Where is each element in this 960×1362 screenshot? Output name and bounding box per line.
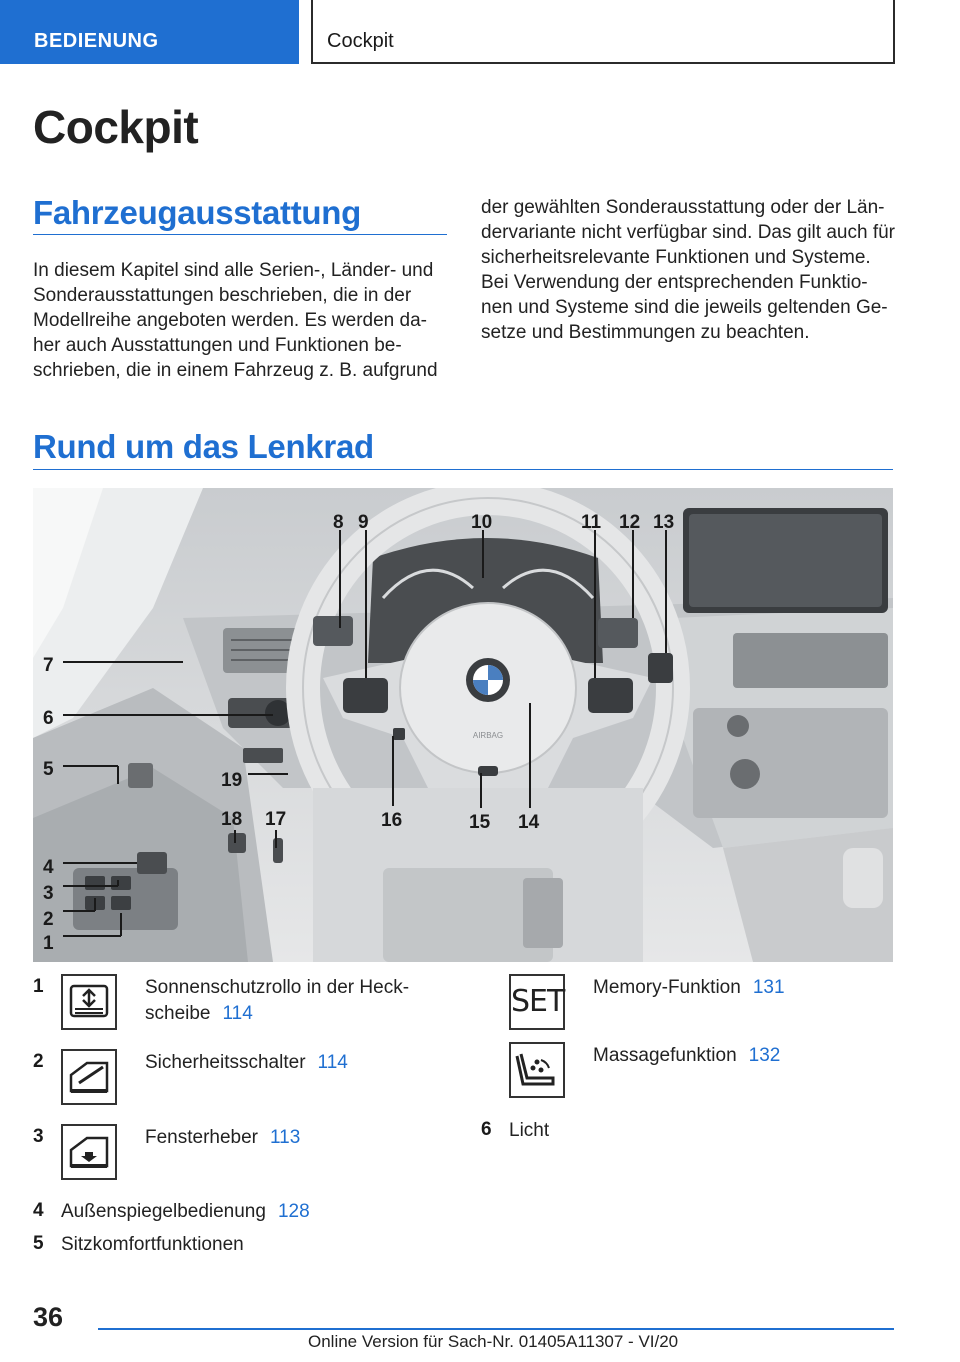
massage-seat-icon (509, 1042, 565, 1098)
legend-line: scheibe (145, 1003, 211, 1024)
text-line: schrieben, die in einem Fahrzeug z. B. aufgrund (33, 360, 438, 381)
rear-sunblind-icon (61, 974, 117, 1030)
legend-line: Memory-Funktion (593, 977, 741, 998)
legend-number-2: 2 (33, 1051, 44, 1072)
callout-19: 19 (221, 770, 243, 791)
power-window-icon (61, 1124, 117, 1180)
legend-text-1 (145, 975, 409, 1027)
text-line: setze und Bestimmungen zu beachten. (481, 322, 810, 343)
intro-text-right (481, 195, 895, 345)
legend-text-6: Licht (509, 1120, 550, 1141)
legend-line: Sonnenschutzrollo in der Heck- (145, 977, 410, 998)
page-reference-link[interactable]: 113 (270, 1127, 301, 1148)
page-reference-link[interactable]: 131 (752, 977, 785, 998)
page-reference-link[interactable]: 114 (222, 1003, 253, 1024)
legend-line: Fensterheber (145, 1127, 259, 1148)
callout-4: 4 (43, 857, 54, 878)
header-section-tab (0, 0, 299, 64)
header-chapter-label: Cockpit (327, 30, 394, 52)
callout-13: 13 (653, 512, 675, 533)
legend-text-5: Sitzkomfortfunktionen (61, 1234, 244, 1255)
page-reference-link[interactable]: 128 (277, 1201, 310, 1222)
legend-text-memory (593, 975, 785, 1001)
callout-16: 16 (381, 810, 403, 831)
callout-7: 7 (43, 655, 54, 676)
legend-number-3: 3 (33, 1126, 44, 1147)
header-chapter-tab (311, 0, 895, 64)
set-label: SET (511, 984, 565, 1019)
callout-9: 9 (358, 512, 369, 533)
callout-5: 5 (43, 759, 54, 780)
callout-6: 6 (43, 708, 54, 729)
cockpit-illustration (33, 488, 893, 962)
legend-text-4 (61, 1199, 310, 1225)
footer-rule (98, 1328, 894, 1330)
section-title-lenkrad: Rund um das Lenkrad (33, 428, 374, 465)
callout-15: 15 (469, 812, 491, 833)
header-section-label: BEDIENUNG (34, 30, 159, 52)
text-line: Bei Verwendung der entsprechenden Funktio- (481, 272, 868, 293)
page-title: Cockpit (33, 101, 199, 153)
text-line: Sonderausstattungen beschrieben, die in der (33, 285, 412, 306)
callout-2: 2 (43, 909, 54, 930)
legend-number-4: 4 (33, 1200, 44, 1221)
page-number: 36 (33, 1302, 64, 1332)
memory-set-icon (509, 974, 565, 1030)
text-line: In diesem Kapitel sind alle Serien-, Länder- und (33, 260, 434, 281)
legend-number-5: 5 (33, 1233, 44, 1254)
text-line: her auch Ausstattungen und Funktionen be- (33, 335, 402, 356)
legend-line: Außenspiegelbedienung (61, 1201, 266, 1222)
callout-18: 18 (221, 809, 243, 830)
legend-text-massage (593, 1043, 780, 1069)
section-rule (33, 469, 893, 470)
text-line: dervariante nicht verfügbar sind. Das gilt auch für (481, 222, 895, 243)
page-reference-link[interactable]: 132 (748, 1045, 781, 1066)
section-title-fahrzeugausstattung: Fahrzeugausstattung (33, 194, 361, 231)
page-reference-link[interactable]: 114 (317, 1052, 348, 1073)
callout-11: 11 (581, 512, 602, 533)
callout-8: 8 (333, 512, 344, 533)
intro-text-left (33, 258, 447, 383)
callout-17: 17 (265, 809, 287, 830)
callout-10: 10 (471, 512, 493, 533)
footer-online-version: Online Version für Sach-Nr. 01405A11307 - VI/20 (308, 1332, 679, 1351)
legend-number-6: 6 (481, 1119, 492, 1140)
legend-line: Sicherheitsschalter (145, 1052, 306, 1073)
airbag-label: AIRBAG (472, 731, 504, 740)
text-line: nen und Systeme sind die jeweils geltenden Ge- (481, 297, 888, 318)
legend-line-with-ref (145, 1001, 409, 1027)
legend-text-3 (145, 1125, 300, 1151)
legend-text-2 (145, 1050, 348, 1076)
callout-14: 14 (518, 812, 540, 833)
legend-line: Massagefunktion (593, 1045, 737, 1066)
section-rule (33, 234, 447, 235)
window-safety-switch-icon (61, 1049, 117, 1105)
callout-12: 12 (619, 512, 641, 533)
callout-3: 3 (43, 883, 54, 904)
text-line: der gewählten Sonderausstattung oder der Län- (481, 197, 885, 218)
text-line: sicherheitsrelevante Funktionen und Systeme. (481, 247, 871, 268)
cockpit-figure (33, 488, 893, 962)
text-line: Modellreihe angeboten werden. Es werden da- (33, 310, 427, 331)
callout-1: 1 (43, 933, 54, 954)
legend-number-1: 1 (33, 976, 44, 997)
